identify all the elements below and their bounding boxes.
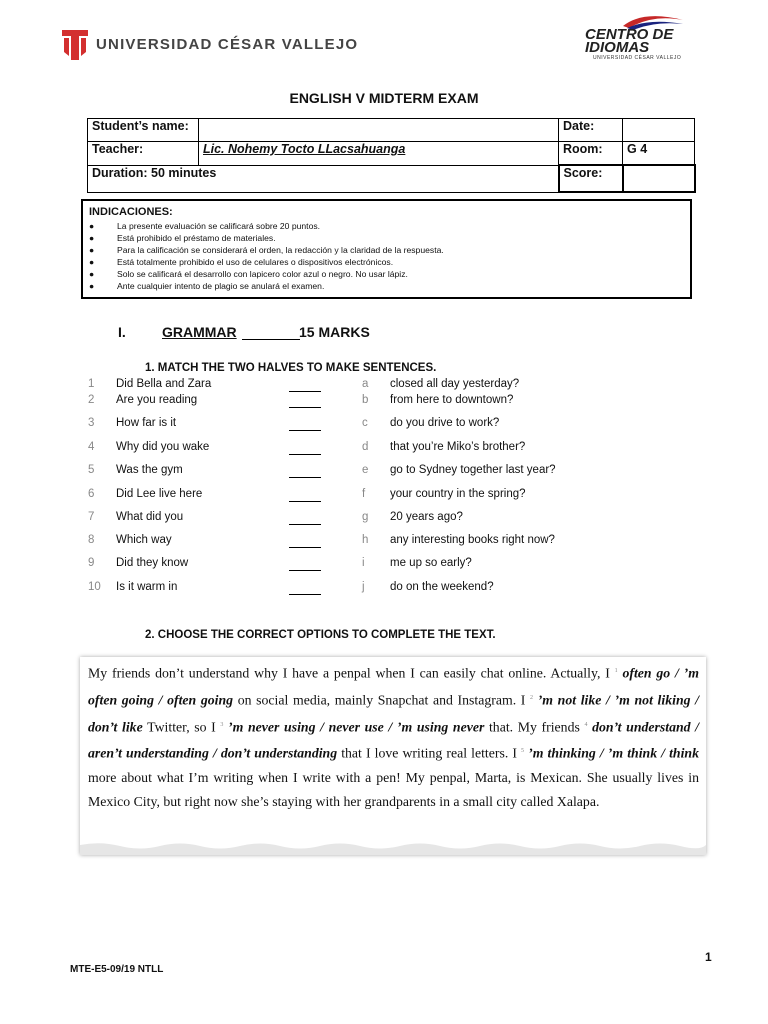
option-group-3[interactable]: ’m never using / never use / ’m using never [228,719,485,735]
option-group-4[interactable]: don’t understand / aren’t understanding / don’t understanding [88,719,700,761]
center-line2: IDIOMAS [585,39,650,56]
teacher-name: Lic. Nohemy Tocto LLacsahuanga [199,142,559,166]
student-name-label: Student’s name: [88,119,199,142]
indications-box [81,199,692,299]
bullet-icon: ● [89,221,95,231]
date-field[interactable] [623,119,695,142]
university-name: UNIVERSIDAD CÉSAR VALLEJO [96,36,359,53]
section-underline [242,339,300,340]
section-numeral: I. [118,324,126,340]
center-line3: UNIVERSIDAD CÉSAR VALLEJO [593,55,682,61]
room-value: G 4 [623,142,695,166]
ucv-logo [62,30,88,60]
match-row: 3 How far is it c do you drive to work? [88,417,500,429]
bullet-icon: ● [89,233,95,243]
exam-title: ENGLISH V MIDTERM EXAM [289,90,479,106]
answer-blank[interactable] [289,378,321,392]
section-marks: 15 MARKS [299,324,370,340]
question-1-title: 1. MATCH THE TWO HALVES TO MAKE SENTENCES. [145,362,437,374]
match-row: 6 Did Lee live here f your country in the spring? [88,488,526,500]
answer-blank[interactable] [289,441,321,455]
student-info-table [87,118,696,193]
indications-list [89,220,444,292]
indication-item: ● Está prohibido el préstamo de materiales. [89,233,276,243]
match-row: 9 Did they know i me up so early? [88,557,472,569]
match-row: 7 What did you g 20 years ago? [88,511,463,523]
answer-blank[interactable] [289,394,321,408]
section-name: GRAMMAR [162,324,237,340]
match-row: 8 Which way h any interesting books right now? [88,534,555,546]
date-label: Date: [559,119,623,142]
indication-item: ● La presente evaluación se calificará sobre 20 puntos. [89,221,321,231]
bullet-icon: ● [89,257,95,267]
score-field[interactable] [623,165,695,192]
duration-label: Duration: 50 minutes [88,165,559,192]
option-group-5[interactable]: ’m thinking / ’m think / think [528,745,699,761]
option-group-1[interactable]: often go / ’m often going / often going [88,665,699,708]
indication-item: ● Solo se calificará el desarrollo con lapicero color azul o negro. No usar lápiz. [89,269,408,279]
score-label: Score: [559,165,623,192]
bullet-icon: ● [89,281,95,291]
match-row: 4 Why did you wake d that you’re Miko’s brother? [88,441,526,453]
indication-item: ● Ante cualquier intento de plagio se anulará el examen. [89,281,325,291]
answer-blank[interactable] [289,488,321,502]
indication-item: ● Para la calificación se considerará el orden, la redacción y la claridad de la respuesta. [89,245,444,255]
torn-edge [80,841,706,855]
question-2-title: 2. CHOOSE THE CORRECT OPTIONS TO COMPLETE THE TEXT. [145,629,496,641]
reading-passage [80,657,706,855]
indications-heading: INDICACIONES: [89,206,173,218]
indication-item: ● Está totalmente prohibido el uso de celulares o dispositivos electrónicos. [89,257,394,267]
teacher-label: Teacher: [88,142,199,166]
bullet-icon: ● [89,269,95,279]
page-number: 1 [705,950,712,964]
match-row: 5 Was the gym e go to Sydney together last year? [88,464,556,476]
option-group-2[interactable]: ’m not like / ’m not liking / don’t like [88,692,699,735]
answer-blank[interactable] [289,511,321,525]
answer-blank[interactable] [289,581,321,595]
room-label: Room: [559,142,623,166]
document-code: MTE-E5-09/19 NTLL [70,964,164,975]
passage-text: My friends don’t understand why I have a penpal when I can easily chat online. Actually, I $^1$ often go / ’m often going / often going on social media, mainly Snapchat and Instagram. I $^2$ ’m not like / ’m not liking / don’t like Twitter, so I $^3$ ’m never using / never use / ’m using never that. My friends $^4$ don’t understand / aren’t understanding / don’t understanding that I love writing real letters. I $^5$ ’m thinking / ’m think / think more about what I’m writing when I write with a pen! My penpal, Marta, is Mexican. She usually lives in Mexico City, but right now she’s staying with her grandparents in a small city called Xalapa. [88,665,700,810]
answer-blank[interactable] [289,557,321,571]
centro-de-idiomas-logo [583,12,688,61]
match-row: 2 Are you reading b from here to downtown? [88,394,514,406]
center-line1: CENTRO DE [585,26,674,43]
answer-blank[interactable] [289,464,321,478]
answer-blank[interactable] [289,534,321,548]
match-row: 10 Is it warm in j do on the weekend? [88,581,494,593]
student-name-field[interactable] [199,119,559,142]
answer-blank[interactable] [289,417,321,431]
match-row: 1 Did Bella and Zara a closed all day yesterday? [88,378,520,390]
bullet-icon: ● [89,245,95,255]
